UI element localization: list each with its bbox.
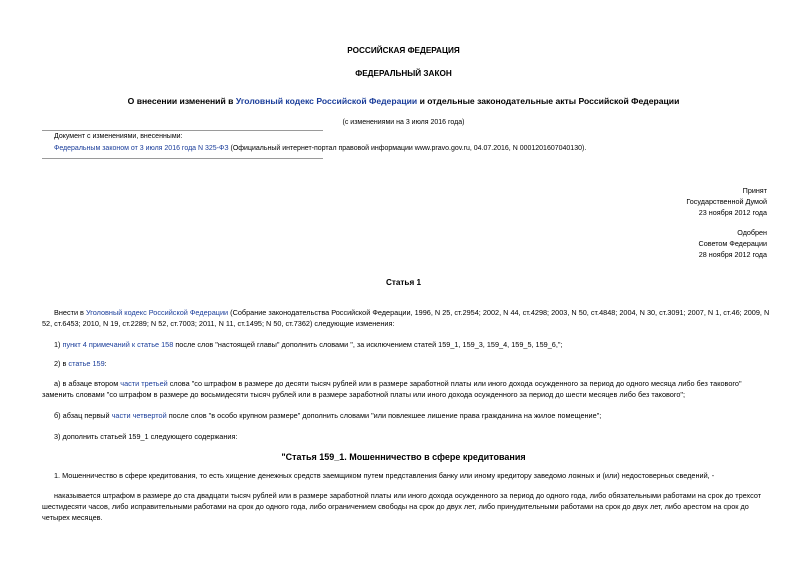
approved-by-council xyxy=(699,227,767,260)
article-158-note-link[interactable]: пункт 4 примечаний к статье 158 xyxy=(62,340,174,349)
adopted-label: Принят xyxy=(742,186,767,195)
note-amendment xyxy=(42,143,742,155)
law-title-pre: О внесении изменений в xyxy=(127,96,236,106)
approved-label: Одобрен xyxy=(737,228,767,237)
article-159-1-title: "Статья 159_1. Мошенничество в сфере кредитования xyxy=(281,452,526,462)
part-three-link[interactable]: части третьей xyxy=(120,379,168,388)
note-amendment-source: (Официальный интернет-портал правовой информации www.pravo.gov.ru, 04.07.2016, N 0001201607040130). xyxy=(228,145,587,152)
article-159-link[interactable]: статье 159 xyxy=(68,359,105,368)
note-intro: Документ с изменениями, внесенными: xyxy=(54,133,183,140)
amendment-note xyxy=(42,130,742,159)
amendment-item-2a xyxy=(42,378,770,400)
p5-post: после слов "в особо крупном размере" дополнить словами "или повлекшее лишение права гражданина на жилое помещение"; xyxy=(166,411,602,420)
adopted-by-duma xyxy=(686,185,767,218)
criminal-code-link[interactable]: Уголовный кодекс Российской Федерации xyxy=(235,96,418,106)
law-title-post: и отдельные законодательные акты Российской Федерации xyxy=(417,96,680,106)
amendment-item-3: 3) дополнить статьей 159_1 следующего содержания: xyxy=(54,432,238,441)
approved-body: Советом Федерации xyxy=(698,239,767,248)
law-type-heading: ФЕДЕРАЛЬНЫЙ ЗАКОН xyxy=(355,69,452,78)
p1-pre: Внести в xyxy=(54,308,86,317)
p3-post: : xyxy=(104,359,107,368)
p4-pre: а) в абзаце втором xyxy=(54,379,121,388)
article-1-intro xyxy=(42,307,770,329)
article-159-1-penalty: наказывается штрафом в размере до ста двадцати тысяч рублей или в размере заработной платы или иного дохода осужденного за период до одного года, либо обязательными работами на срок до трехсот шестидесяти часов, либо исправительными работами на срок до одного года, либо ограничением свободы на срок до двух лет, либо принудительными работами на срок до двух лет, либо арестом на срок до четырех месяцев. xyxy=(42,491,762,522)
p3-pre: 2) в xyxy=(54,359,69,368)
amendment-item-1 xyxy=(42,339,770,350)
part-four-link[interactable]: части четвертой xyxy=(111,411,167,420)
redaction-note: (с изменениями на 3 июля 2016 года) xyxy=(342,119,465,126)
amending-law-link[interactable]: Федеральным законом от 3 июля 2016 года N 325-ФЗ xyxy=(54,145,229,152)
p4-post: слова "со штрафом в размере до десяти тысяч рублей или в размере заработной платы или иного дохода осужденного за период до одного месяца либо без такового" заменить словами "со штрафом в размере до восьмидесяти тысяч рублей или в размере заработной платы или иного дохода осужденного за период до шести месяцев либо без такового"; xyxy=(42,379,742,399)
article-159-1-part-1: 1. Мошенничество в сфере кредитования, то есть хищение денежных средств заемщиком путем представления банку или иному кредитору заведомо ложных и (или) недостоверных сведений, - xyxy=(54,471,715,480)
adopted-date: 23 ноября 2012 года xyxy=(698,208,767,217)
article-1-title: Статья 1 xyxy=(385,278,422,287)
amendment-item-2b xyxy=(42,410,770,421)
law-title xyxy=(0,96,807,108)
note-bottom-divider xyxy=(42,158,323,159)
adopted-body: Государственной Думой xyxy=(686,197,767,206)
approved-date: 28 ноября 2012 года xyxy=(698,250,767,259)
p2-pre: 1) xyxy=(54,340,63,349)
amendment-item-2 xyxy=(42,358,770,369)
p5-pre: б) абзац первый xyxy=(54,411,112,420)
p2-post: после слов "настоящей главы" дополнить словами ", за исключением статей 159_1, 159_3, 159_4, 159_5, 159_6,"; xyxy=(173,340,563,349)
p1-post: (Собрание законодательства Российской Федерации, 1996, N 25, ст.2954; 2002, N 44, ст.4298; 2003, N 50, ст.4848; 2004, N 30, ст.3091; 2007, N 1, ст.46; 2009, N 52, ст.6453; 2010, N 19, ст.2289; N 52, ст.7003; 2011, N 11, ст.1495; N 50, ст.7362) следующие изменения: xyxy=(42,308,770,328)
criminal-code-link-2[interactable]: Уголовный кодекс Российской Федерации xyxy=(85,308,229,317)
federation-heading: РОССИЙСКАЯ ФЕДЕРАЦИЯ xyxy=(347,46,460,55)
